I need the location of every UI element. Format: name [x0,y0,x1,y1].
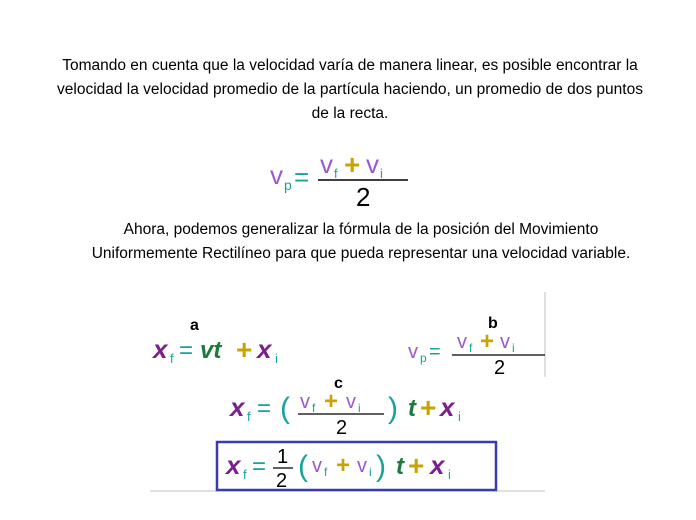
vt-term: vt [200,337,222,364]
sub-i: i [275,351,278,366]
sub-i: i [512,341,515,355]
x-symbol: x [440,392,455,422]
sub-f: f [247,409,251,424]
numerator: 1 [277,446,289,468]
v-symbol: v [312,455,322,477]
t-symbol: t [408,395,416,422]
sub-f: f [334,166,338,181]
right-paren: ) [376,450,386,483]
sub-f: f [170,351,174,366]
plus-sign: + [236,334,253,365]
sub-i: i [448,467,451,482]
sub-i: i [380,166,383,181]
equals-sign: = [179,337,194,364]
plus-sign: + [324,388,339,415]
left-paren: ( [298,450,308,483]
label-c: c [334,375,343,392]
generalization-paragraph: Ahora, podemos generalizar la fórmula de la posición del Movimiento Uniformemente Rectilíneo para que pueda representar una velocidad variable. [91,221,631,262]
sub-p: p [420,351,427,365]
plus-sign: + [480,328,495,355]
v-symbol: v [357,455,367,477]
intro-paragraph: Tomando en cuenta que la velocidad varía de manera linear, es posible encontrar la velocidad la velocidad promedio de la partícula haciendo, un promedio de dos puntos de la recta. [57,57,643,122]
denominator: 2 [494,357,506,379]
sub-i: i [458,409,461,424]
t-symbol: t [396,453,404,480]
equals-sign: = [294,162,310,192]
sub-f: f [243,467,247,482]
v-symbol: v [366,149,379,179]
plus-sign: + [408,450,425,481]
sub-f: f [324,465,328,479]
v-symbol: v [457,331,467,353]
denominator: 2 [356,182,371,212]
equals-sign: = [252,453,267,480]
sub-i: i [369,465,372,479]
average-velocity-formula [268,146,418,212]
equals-sign: = [257,395,272,422]
equals-sign: = [429,341,441,363]
label-a: a [190,317,199,334]
v-symbol: v [300,391,310,413]
plus-sign: + [336,452,351,479]
v-symbol: v [346,391,356,413]
sub-p: p [284,177,292,193]
plus-sign: + [344,149,361,180]
v-symbol: v [500,331,510,353]
label-b: b [488,315,498,332]
x-symbol: x [430,450,445,480]
sub-f: f [469,341,473,355]
position-formulas-figure [150,292,550,497]
v-symbol: v [320,149,333,179]
sub-i: i [358,401,361,415]
x-symbol: x [257,334,272,364]
x-symbol: x [226,450,241,480]
x-symbol: x [230,392,245,422]
v-symbol: v [270,160,283,190]
denominator: 2 [336,417,348,439]
left-paren: ( [280,392,290,425]
plus-sign: + [420,392,437,423]
right-paren: ) [388,392,398,425]
denominator: 2 [276,470,288,492]
v-symbol: v [408,341,418,363]
sub-f: f [312,401,316,415]
x-symbol: x [153,334,168,364]
